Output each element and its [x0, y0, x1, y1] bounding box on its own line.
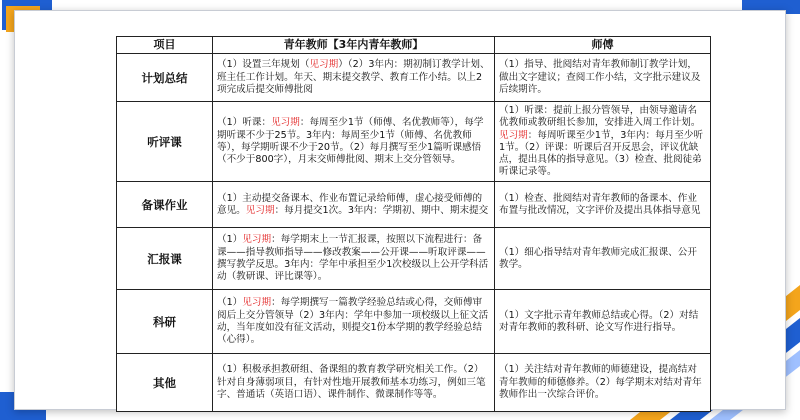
cell-text: （1）听课：	[217, 117, 272, 129]
row-category: 听评课	[117, 102, 213, 182]
table-row	[117, 102, 711, 182]
row-category: 其他	[117, 354, 213, 412]
row-category: 备课作业	[117, 182, 213, 228]
table-body	[117, 54, 711, 412]
cell-text: ：每月提交1次。3年内：学期初、期中、期末提交	[274, 204, 489, 216]
mentor-cell	[495, 228, 711, 290]
mentoring-table	[116, 36, 711, 412]
highlight-text: 见习期	[271, 117, 300, 129]
cell-text: （1）设置三年规划（	[217, 59, 310, 71]
cell-text: ：每学期末上一节汇报课，按照以下流程进行：备课——指导教师指导——修改教案——公开课——听取评课——撰写教学反思。3年内：学年中承担至少1次校级以上公开学科活动（教研课、评比课等）。	[217, 234, 489, 282]
table-header-row	[117, 37, 711, 54]
young-teacher-cell	[213, 228, 495, 290]
mentor-cell	[495, 290, 711, 354]
row-category: 科研	[117, 290, 213, 354]
young-teacher-cell	[213, 354, 495, 412]
young-teacher-cell	[213, 54, 495, 102]
young-teacher-cell	[213, 290, 495, 354]
young-teacher-cell	[213, 182, 495, 228]
highlight-text: 见习期	[499, 129, 528, 141]
row-category: 汇报课	[117, 228, 213, 290]
highlight-text: 见习期	[242, 234, 272, 246]
table-row	[117, 290, 711, 354]
cell-text: ）（2）3年内：期初制订教学计划、班主任工作计划。年天、期末提交教学、教育工作小结。以上2项完成后提交师傅批阅	[217, 59, 490, 95]
mentor-cell	[495, 54, 711, 102]
cell-text: （1）指导、批阅结对青年教师制订教学计划，做出文字建议；查阅工作小结，文字批示建议及后续期许。	[499, 59, 701, 95]
table-row	[117, 354, 711, 412]
header-item: 项目	[117, 37, 213, 54]
cell-text: ：每周听课至少1节，3年内：每月至少听1节。（2）评课：听课后召开反思会，评议优缺点，提出具体的指导意见。（3）检查、批阅徒弟听课记录等。	[499, 129, 704, 178]
header-young-teacher: 青年教师【3年内青年教师】	[213, 37, 495, 54]
highlight-text: 见习期	[309, 59, 339, 71]
mentor-cell	[495, 182, 711, 228]
table-row	[117, 228, 711, 290]
cell-text: （1）主动提交备课本、作业布置记录给师傅，虚心接受师傅的意见。	[217, 192, 483, 216]
table-row	[117, 54, 711, 102]
highlight-text: 见习期	[242, 297, 272, 309]
cell-text: （1）文字批示青年教师总结或心得。（2）对结对青年教师的教科研、论文写作进行指导。	[499, 309, 699, 333]
cell-text: ：每周至少1节（师傅、名优教师等），每学期听课不少于25节。3年内：每周至少1节（师傅、名优教师等），每学期听课不少于20节。（2）每月撰写至少1篇听课感悟（不少于800字），月末交师傅批阅、期末上交分管领导。	[217, 117, 484, 165]
cell-text: ：每学期撰写一篇教学经验总结或心得，交师傅审阅后上交分管领导（2）3年内：学年中参加一项校级以上征文活动，当年度如没有征文活动，则提交1份本学期的教学经验总结（心得）。	[217, 297, 489, 345]
cell-text: （1）积极承担教研组、备课组的教育教学研究相关工作。（2）针对自身薄弱项目，有针对性地开展教师基本功练习，例如三笔字、普通话（英语口语）、课件制作、微课制作等等。	[217, 364, 486, 400]
mentor-cell	[495, 102, 711, 182]
highlight-text: 见习期	[245, 204, 275, 216]
cell-text: （1）	[217, 297, 243, 309]
mentor-cell	[495, 354, 711, 412]
young-teacher-cell	[213, 102, 495, 182]
cell-text: （1）听课：提前上报分管领导，由领导邀请名优教师或教研组长参加，安排进入周工作计划。	[499, 105, 701, 129]
cell-text: （1）关注结对青年教师的师德建设，提高结对青年教师的师德修养。（2）每学期末对结对青年教师作出一次综合评价。	[499, 364, 702, 400]
cell-text: （1）检查、批阅结对青年教师的备课本、作业布置与批改情况，文字评价及提出具体指导意见	[499, 192, 701, 216]
cell-text: （1）细心指导结对青年教师完成汇报课、公开教学。	[499, 246, 697, 270]
table-row	[117, 182, 711, 228]
cell-text: （1）	[217, 234, 243, 246]
header-mentor: 师傅	[495, 37, 711, 54]
row-category: 计划总结	[117, 54, 213, 102]
